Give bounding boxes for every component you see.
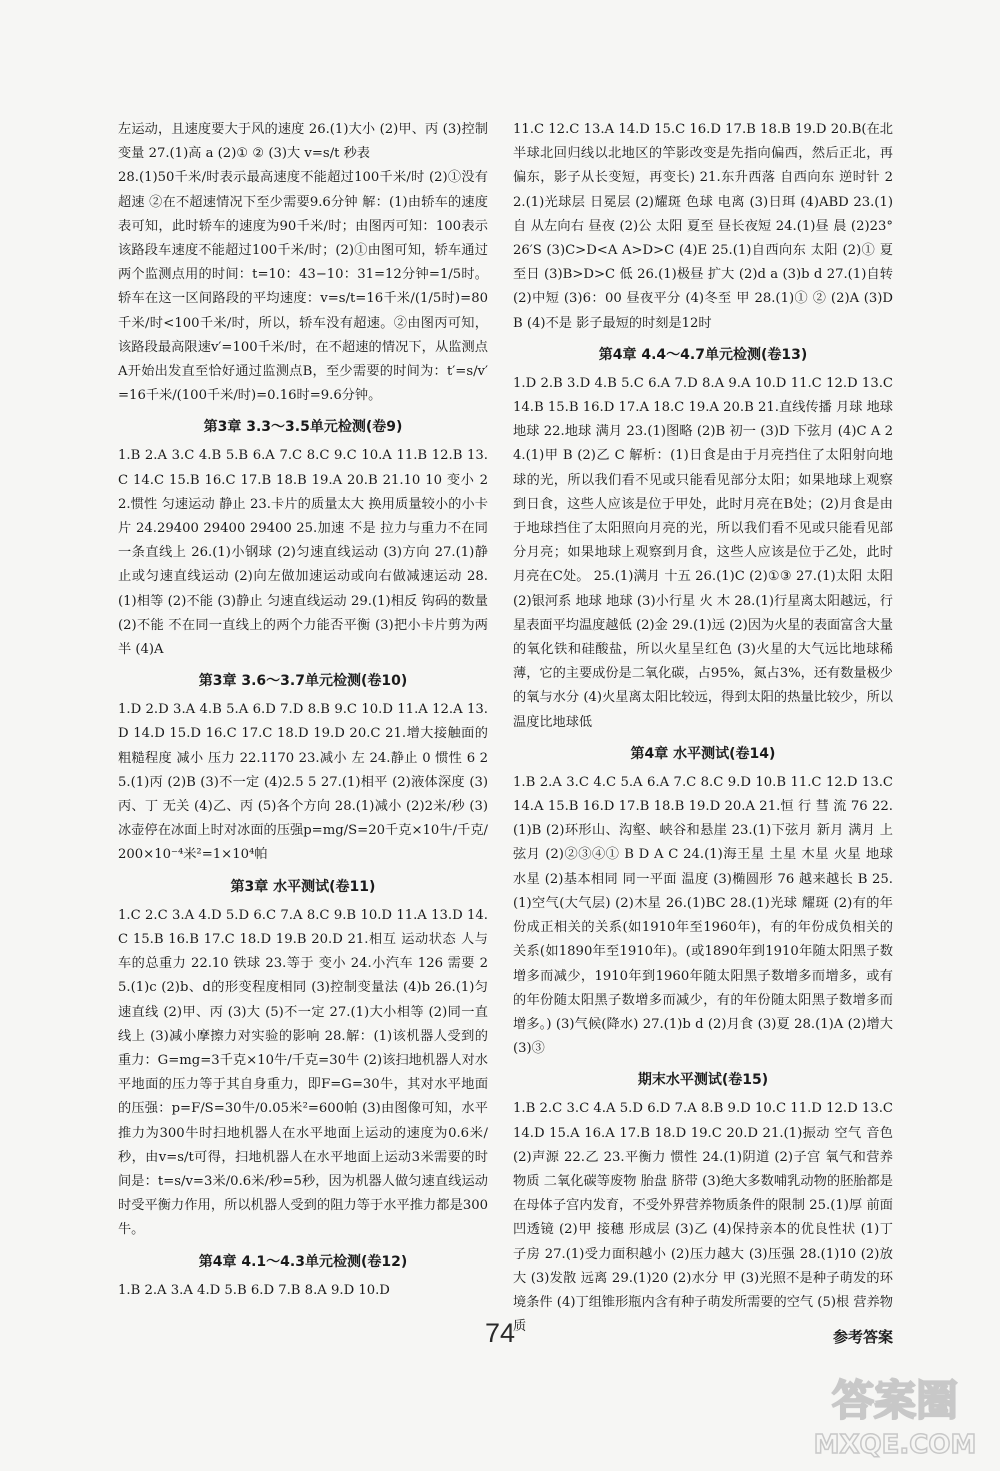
section-heading: 第3章 3.3～3.5单元检测(卷9) (203, 419, 403, 436)
answer-paragraph: 1.D 2.B 3.D 4.B 5.C 6.A 7.D 8.A 9.A 10.D 11.C 12.D 13.C 14.B 15.B 16.D 17.A 18.C 19.A 20.B 21.直线传播 月球 地球 地球 22.地球 满月 23.(1)图略 (2)B 初一 (3)D 下弦月 (4)C A 24.(1)甲 B (2)乙 C 解析：(1)日食是由于月亮挡住了太阳射向地球的光，所以我们看不见或只能看见部分太阳；如果地球上观察到日食，这些人应该是位于甲处，此时月亮在B处；(2)月食是由于地球挡住了太阳照向月亮的光，所以我们看不见或只能看见部分月亮；如果地球上观察到月食，这些人应该是位于乙处，此时月亮在C处。 25.(1)满月 十五 26.(1)C (2)①③ 27.(1)太阳 太阳 (2)银河系 地球 地球 (3)小行星 火 木 28.(1)行星离太阳越远，行星表面平均温度越低 (2)金 29.(1)远 (2)因为火星的表面富含大量的氧化铁和硅酸盐，所以火星呈红色 (3)火星的大气远比地球稀薄，它的主要成份是二氧化碳，占95%，氮占3%，还有数量极少的氧与水分 (4)火星离太阳比较远，得到太阳的热量比较少，所以温度比地球低 (513, 375, 893, 730)
answer-paragraph: 28.(1)50千米/时表示最高速度不能超过100千米/时 (2)①没有超速 ②在不超速情况下至少需要9.6分钟 解：(1)由轿车的速度表可知，此时轿车的速度为90千米/时；由图丙可知：100表示该路段车速度不能超过100千米/时；(2)①由图可知，轿车通过两个监测点用的时间：t=10：43−10：31=12分钟=1/5时。轿车在这一区间路段的平均速度：v=s/t=16千米/(1/5时)=80千米/时<100千米/时，所以，轿车没有超速。②由图丙可知，该路段最高限速v′=100千米/时，在不超速的情况下，从监测点A开始出发直至恰好通过监测点B，至少需要的时间为：t′=s/v′=16千米/(100千米/时)=0.16时=9.6分钟。 (118, 170, 488, 404)
answer-paragraph: 1.D 2.D 3.A 4.B 5.A 6.D 7.D 8.B 9.C 10.D 11.A 12.A 13.D 14.D 15.D 16.C 17.C 18.D 19.D 20.C 21.增大接触面的粗糙程度 减小 压力 22.1170 23.减小 左 24.静止 0 惯性 6 25.(1)丙 (2)B (3)不一定 (4)2.5 5 27.(1)相平 (2)液体深度 (3)丙、丁 无关 (4)乙、丙 (5)各个方向 28.(1)减小 (2)2米/秒 (3)冰壶停在冰面上时对冰面的压强p=mg/S=20千克×10牛/千克/200×10⁻⁴米²=1×10⁴帕 (118, 702, 488, 863)
answer-paragraph: 1.B 2.A 3.C 4.B 5.B 6.A 7.C 8.C 9.C 10.A 11.B 12.B 13.C 14.C 15.B 16.C 17.B 18.B 19.A 20.B 21.10 10 变小 22.惯性 匀速运动 静止 23.卡片的质量太大 换用质量较小的小卡片 24.29400 29400 29400 25.加速 不是 拉力与重力不在同一条直线上 26.(1)小钢球 (2)匀速直线运动 (3)方向 27.(1)静止或匀速直线运动 (2)向左做加速运动或向右做减速运动 28.(1)相等 (2)不能 (3)静止 匀速直线运动 29.(1)相反 钩码的数量 (2)不能 不在同一直线上的两个力能否平衡 (3)把小卡片剪为两半 (4)A (118, 448, 488, 658)
section-heading: 第4章 4.1～4.3单元检测(卷12) (198, 1253, 408, 1270)
watermark-text: 答案圈 (831, 1376, 959, 1425)
answer-paragraph: 1.B 2.A 3.C 4.C 5.A 6.A 7.C 8.C 9.D 10.B 11.C 12.D 13.C 14.A 15.B 16.D 17.B 18.B 19.D 20.A 21.恒 行 彗 流 76 22.(1)B (2)环形山、沟壑、峡谷和悬崖 23.(1)下弦月 新月 满月 上弦月 (2)②③④① B D A C 24.(1)海王星 土星 木星 火星 地球 水星 (2)基本相同 同一平面 温度 (3)椭圆形 76 越来越长 B 25.(1)空气(大气层) (2)木星 26.(1)BC 28.(1)光球 耀斑 (2)有的年份成正相关的关系(如1910年至1960年)，有的年份成负相关的关系(如1890年至1910年)。(或1890年到1910年随太阳黑子数增多而减少，1910年到1960年随太阳黑子数增多而增多，或有的年份随太阳黑子数增多而减少，有的年份随太阳黑子数增多而增多。) (3)气候(降水) 27.(1)b d (2)月食 (3)夏 28.(1)A (2)增大 (3)③ (513, 774, 893, 1057)
watermark-logo (800, 1365, 990, 1465)
section-heading: 期末水平测试(卷15) (637, 1072, 769, 1089)
section-heading: 第4章 4.4～4.7单元检测(卷13) (598, 346, 808, 363)
section-heading: 第3章 水平测试(卷11) (230, 878, 376, 895)
section-heading: 第4章 水平测试(卷14) (630, 745, 776, 762)
answer-paragraph: 左运动，且速度要大于风的速度 26.(1)大小 (2)甲、丙 (3)控制变量 27.(1)高 a (2)① ② (3)大 v=s/t 秒表 (118, 122, 488, 162)
watermark-url: MXQE.COM (813, 1430, 977, 1460)
answer-paragraph: 1.C 2.C 3.A 4.D 5.D 6.C 7.A 8.C 9.B 10.D 11.A 13.D 14.C 15.B 16.B 17.C 18.D 19.B 20.D 21.相互 运动状态 人与车的总重力 22.10 铁球 23.等于 变小 24.小汽车 126 需要 25.(1)c (2)b、d的形变程度相同 (3)控制变量法 (4)b 26.(1)匀速直线 (2)甲、丙 (3)大 (5)不一定 27.(1)大小相等 (2)同一直线上 (3)减小摩擦力对实验的影响 28.解：(1)该机器人受到的重力：G=mg=3千克×10牛/千克=30牛 (2)该扫地机器人对水平地面的压力等于其自身重力，即F=G=30牛，其对水平地面的压强：p=F/S=30牛/0.05米²=600帕 (3)由图像可知，水平推力为300牛时扫地机器人在水平地面上运动的速度为0.6米/秒，由v=s/t可得，扫地机器人在水平地面上运动3米需要的时间是：t=s/v=3米/0.6米/秒=5秒，因为机器人做匀速直线运动时受平衡力作用，所以机器人受到的阻力等于水平推力都是300牛。 (118, 907, 488, 1238)
right-column (513, 118, 893, 1339)
answer-paragraph: 11.C 12.C 13.A 14.D 15.C 16.D 17.B 18.B 19.D 20.B(在北半球北回归线以北地区的竿影改变是先指向偏西，然后正北，再偏东，影子从长变短，再变长) 21.东升西落 自西向东 逆时针 22.(1)光球层 日冕层 (2)耀斑 色球 电离 (3)日珥 (4)ABD 23.(1)自 从左向右 昼夜 (2)公 太阳 夏至 昼长夜短 24.(1)昼 晨 (2)23°26′S (3)C>D<A A>D>C (4)E 25.(1)自西向东 太阳 (2)① 夏至日 (3)B>D>C 低 26.(1)极昼 扩大 (2)d a (3)b d 27.(1)自转 (2)中短 (3)6：00 昼夜平分 (4)冬至 甲 28.(1)① ② (2)A (3)D B (4)不是 影子最短的时刻是12时 (513, 122, 893, 331)
footer-label: 参考答案 (833, 1328, 894, 1346)
answer-paragraph: 1.B 2.A 3.A 4.D 5.B 6.D 7.B 8.A 9.D 10.D (118, 1282, 390, 1298)
left-column (118, 118, 488, 1303)
section-heading: 第3章 3.6～3.7单元检测(卷10) (198, 673, 408, 690)
page-number: 74 (484, 1318, 516, 1348)
answer-paragraph: 1.B 2.C 3.C 4.A 5.D 6.D 7.A 8.B 9.D 10.C 11.D 12.D 13.C 14.D 15.A 16.A 17.B 18.D 19.C 20.D 21.(1)振动 空气 音色 (2)声源 22.乙 23.平衡力 惯性 24.(1)阴道 (2)子宫 氧气和营养物质 二氧化碳等废物 胎盘 脐带 (3)绝大多数哺乳动物的胚胎都是在母体子宫内发育，不受外界营养物质条件的限制 25.(1)厚 前面凹透镜 (2)甲 接穗 形成层 (3)乙 (4)保持亲本的优良性状 (1)丁 子房 27.(1)受力面积越小 (2)压力越大 (3)压强 28.(1)10 (2)放大 (3)发散 远离 29.(1)20 (2)水分 甲 (3)光照不是种子萌发的环境条件 (4)丁组锥形瓶内含有种子萌发所需要的空气 (5)根 营养物质 (513, 1101, 893, 1335)
